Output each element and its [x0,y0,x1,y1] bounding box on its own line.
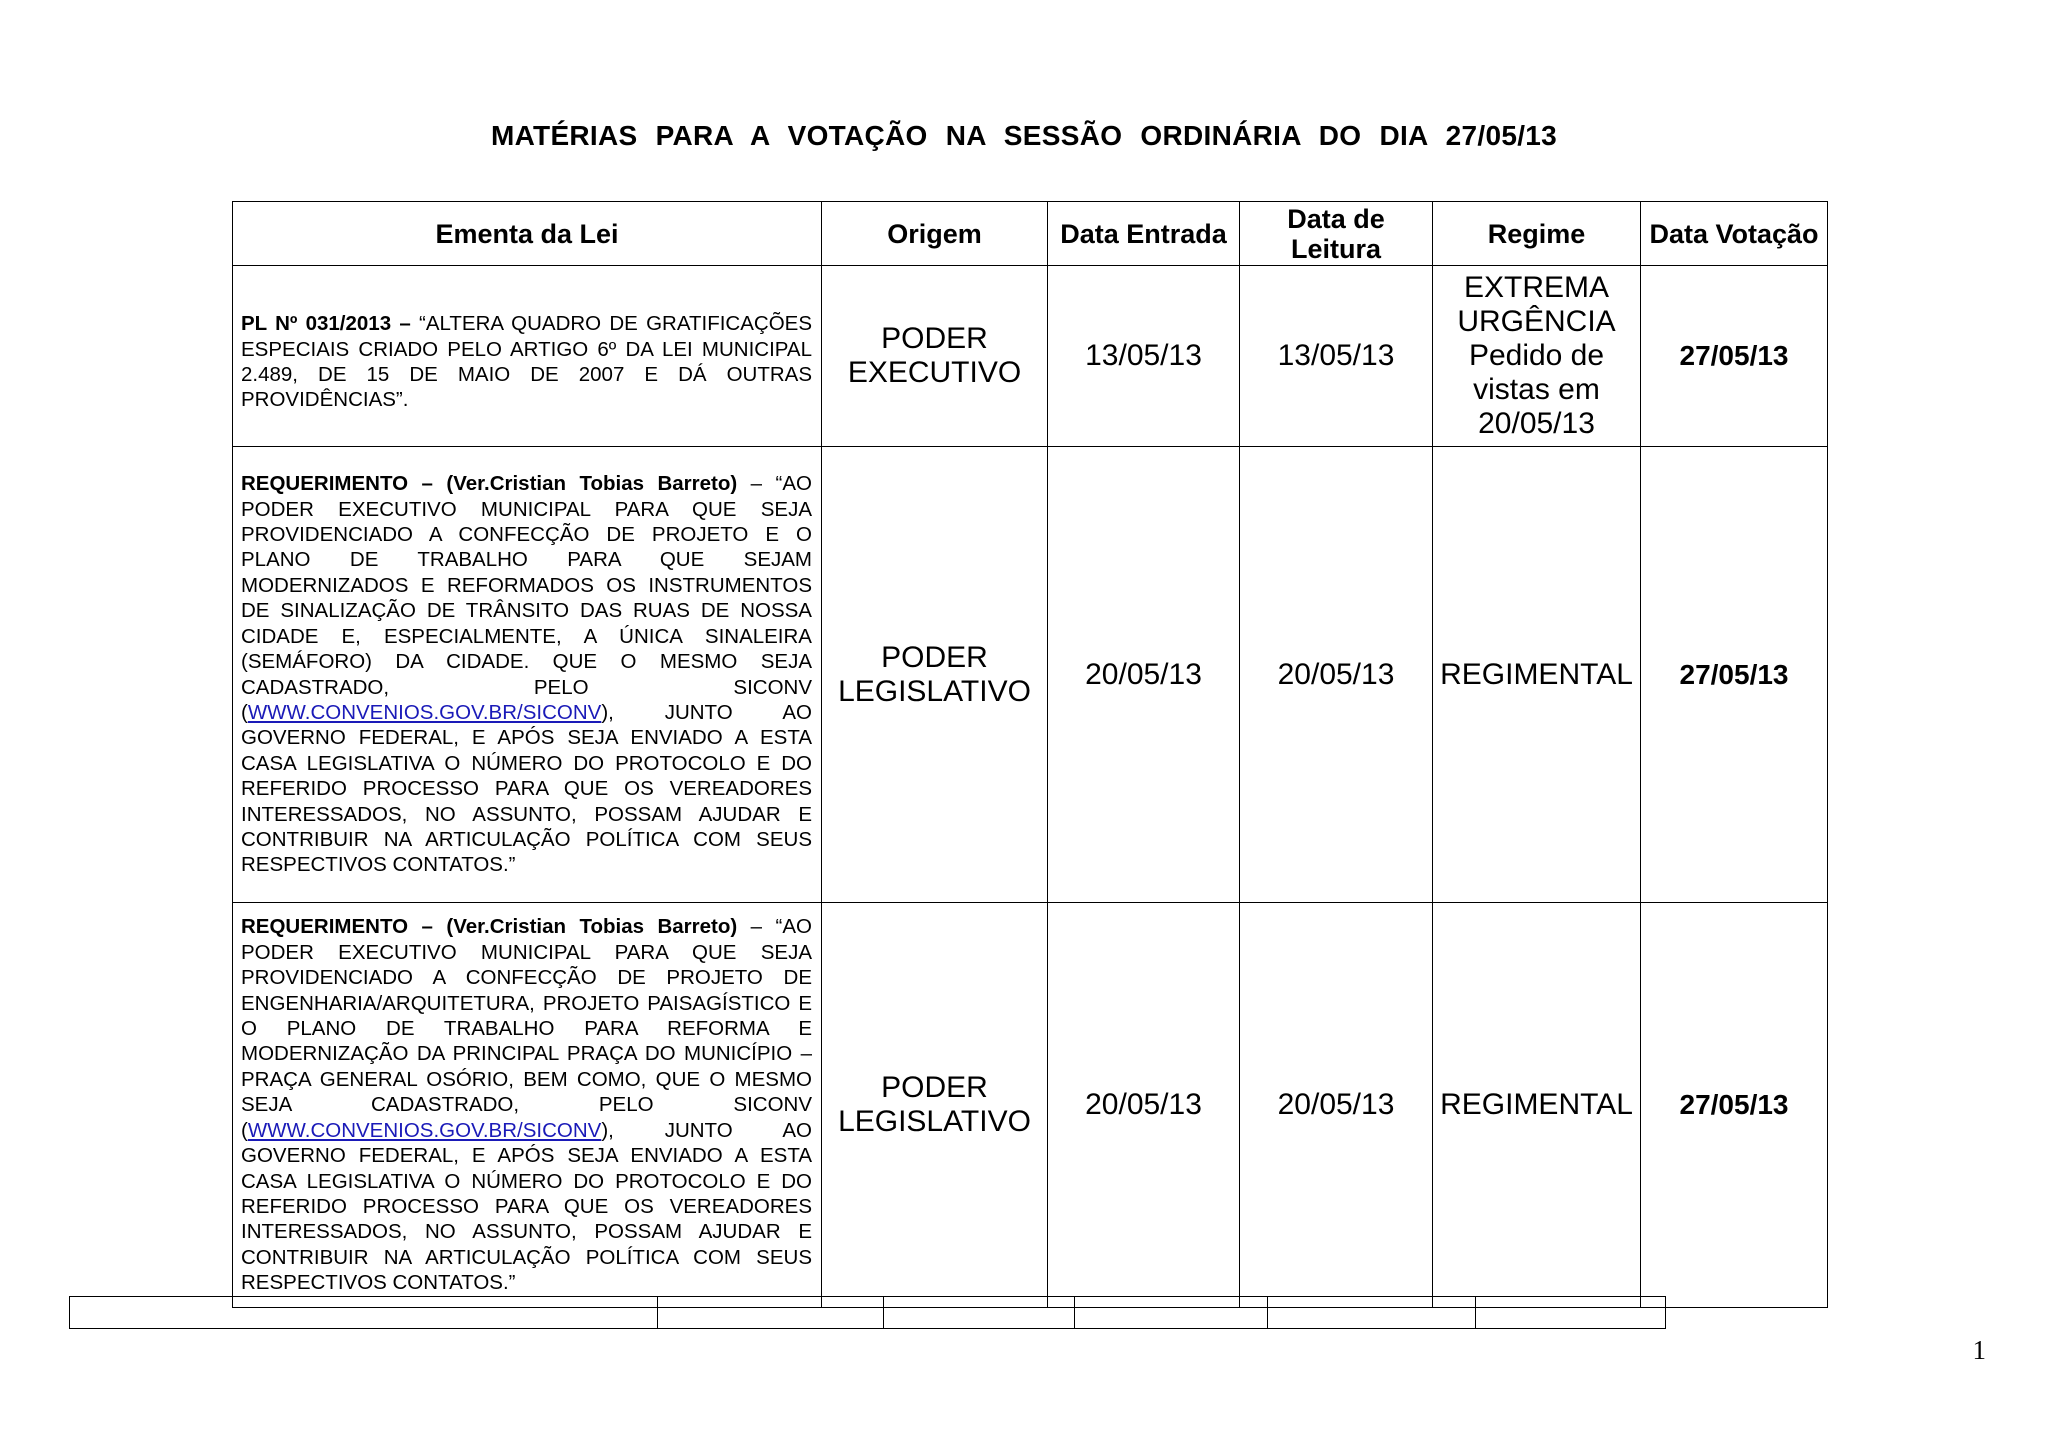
data-leitura-cell: 20/05/13 [1240,447,1433,903]
table-row [70,1297,1666,1329]
origem-line1: PODER [881,322,988,355]
data-entrada-cell: 20/05/13 [1048,447,1240,903]
data-votacao-cell: 27/05/13 [1641,266,1828,447]
header-origem: Origem [822,202,1048,266]
origem-cell [822,266,1048,447]
empty-cell [1268,1297,1476,1329]
data-entrada-cell: 13/05/13 [1048,266,1240,447]
ementa-text-cont: ), JUNTO AO GOVERNO FEDERAL, E APÓS SEJA ENVIADO A ESTA CASA LEGISLATIVA O NÚMERO DO PROTOCOLO E DO REFERIDO PROCESSO PARA QUE OS VEREADORES INTERESSADOS, NO ASSUNTO, POSSAM AJUDAR E CONTRIBUIR NA ARTICULAÇÃO POLÍTICA COM SEUS RESPECTIVOS CONTATOS.” [241,700,812,877]
data-entrada-cell: 20/05/13 [1048,903,1240,1308]
header-data-leitura-line1: Data de [1287,203,1385,234]
ementa-text: – “AO PODER EXECUTIVO MUNICIPAL PARA QUE SEJA PROVIDENCIADO A CONFECÇÃO DE PROJETO DE ENGENHARIA/ARQUITETURA, PROJETO PAISAGÍSTICO E O PLANO DE TRABALHO PARA REFORMA E MODERNIZAÇÃO DA PRINCIPAL PRAÇA DO MUNICÍPIO – PRAÇA GENERAL OSÓRIO, BEM COMO, QUE O MESMO SEJA CADASTRADO, PELO SICONV ( [241,915,812,1142]
ementa-bold: REQUERIMENTO – (Ver.Cristian Tobias Barreto) [241,915,738,939]
table-row [233,447,1828,903]
empty-trailing-row [69,1296,1666,1329]
data-votacao-cell: 27/05/13 [1641,903,1828,1308]
data-leitura-cell: 13/05/13 [1240,266,1433,447]
origem-cell [822,903,1048,1308]
table-row [233,266,1828,447]
siconv-link[interactable]: WWW.CONVENIOS.GOV.BR/SICONV [247,1118,602,1142]
header-data-leitura [1240,202,1433,266]
empty-cell [884,1297,1075,1329]
origem-line2: EXECUTIVO [847,356,1022,389]
ementa-text-cont: ), JUNTO AO GOVERNO FEDERAL, E APÓS SEJA ENVIADO A ESTA CASA LEGISLATIVA O NÚMERO DO PROTOCOLO E DO REFERIDO PROCESSO PARA QUE OS VEREADORES INTERESSADOS, NO ASSUNTO, POSSAM AJUDAR E CONTRIBUIR NA ARTICULAÇÃO POLÍTICA COM SEUS RESPECTIVOS CONTATOS.” [241,1118,812,1295]
empty-cell [1476,1297,1666,1329]
regime-cell: REGIMENTAL [1433,903,1641,1308]
empty-cell [658,1297,884,1329]
header-data-votacao: Data Votação [1641,202,1828,266]
table-row [233,903,1828,1308]
data-votacao-cell: 27/05/13 [1641,447,1828,903]
table-header-row [233,202,1828,266]
ementa-text: “ALTERA QUADRO DE GRATIFICAÇÕES ESPECIAIS CRIADO PELO ARTIGO 6º DA LEI MUNICIPAL 2.489, DE 15 DE MAIO DE 2007 E DÁ OUTRAS PROVIDÊNCIAS”. [241,312,813,412]
origem-line2: LEGISLATIVO [838,1105,1031,1138]
regime-line5: 20/05/13 [1478,407,1595,440]
regime-line3: Pedido de [1468,339,1605,372]
regime-cell: REGIMENTAL [1433,447,1641,903]
ementa-bold: REQUERIMENTO – (Ver.Cristian Tobias Barreto) [241,472,738,496]
origem-line2: LEGISLATIVO [838,674,1031,708]
regime-cell [1433,266,1641,447]
header-regime: Regime [1433,202,1641,266]
siconv-link[interactable]: WWW.CONVENIOS.GOV.BR/SICONV [247,700,602,724]
ementa-text: – “AO PODER EXECUTIVO MUNICIPAL PARA QUE SEJA PROVIDENCIADO A CONFECÇÃO DE PROJETO E O PLANO DE TRABALHO PARA QUE SEJAM MODERNIZADOS E REFORMADOS OS INSTRUMENTOS DE SINALIZAÇÃO DE TRÂNSITO DAS RUAS DE NOSSA CIDADE E, ESPECIALMENTE, A ÚNICA SINALEIRA (SEMÁFORO) DA CIDADE. QUE O MESMO SEJA CADASTRADO, PELO SICONV ( [241,472,812,724]
regime-line1: EXTREMA [1463,271,1610,304]
regime-line4: vistas em [1473,373,1600,406]
header-data-entrada: Data Entrada [1048,202,1240,266]
header-data-leitura-line2: Leitura [1290,233,1382,264]
page-number: 1 [1972,1335,1986,1365]
ementa-bold: PL Nº 031/2013 – [241,312,411,336]
ementa-cell [233,447,822,903]
empty-cell [70,1297,658,1329]
page-title: MATÉRIAS PARA A VOTAÇÃO NA SESSÃO ORDINÁRIA DO DIA 27/05/13 [490,120,1558,151]
empty-cell [1075,1297,1268,1329]
header-ementa: Ementa da Lei [233,202,822,266]
ementa-cell [233,903,822,1308]
ementa-cell [233,266,822,447]
origem-line1: PODER [881,640,988,674]
origem-cell [822,447,1048,903]
origem-line1: PODER [881,1071,988,1104]
materias-table [232,201,1828,1308]
regime-line2: URGÊNCIA [1457,305,1616,338]
data-leitura-cell: 20/05/13 [1240,903,1433,1308]
